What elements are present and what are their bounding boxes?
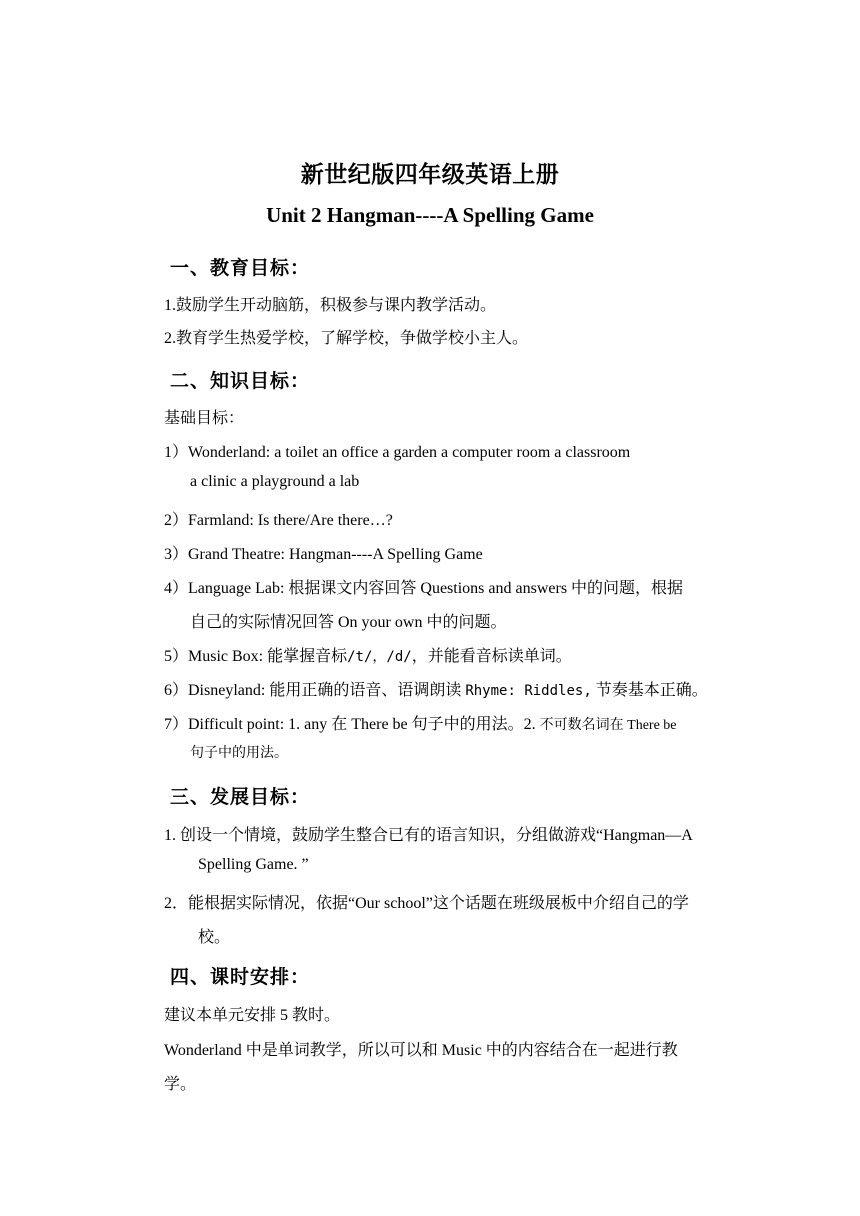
- rhyme-riddles: Rhyme: Riddles,: [465, 683, 592, 699]
- section-heading-schedule: 四、课时安排：: [170, 966, 311, 988]
- knowledge-item-5-text: 5）Music Box: 能掌握音标: [164, 648, 348, 665]
- section-heading-education-goals: 一、教育目标：: [170, 257, 311, 279]
- education-goal-1: 1.鼓励学生开动脑筋，积极参与课内教学活动。: [164, 297, 497, 314]
- knowledge-item-2: 2）Farmland: Is there/Are there…?: [164, 512, 393, 529]
- education-goal-2: 2.教育学生热爱学校，了解学校，争做学校小主人。: [164, 330, 529, 347]
- unit-title: Unit 2 Hangman----A Spelling Game: [266, 203, 594, 227]
- schedule-line-1: 建议本单元安排 5 教时。: [164, 1007, 341, 1024]
- phonetic-symbols: /t/，/d/: [347, 649, 412, 665]
- knowledge-item-6-tail: 节奏基本正确。: [591, 682, 708, 699]
- schedule-line-2-cont: 学。: [164, 1076, 197, 1093]
- development-goal-1-cont: Spelling Game. ”: [198, 856, 309, 873]
- knowledge-item-4-cont: 自己的实际情况回答 On your own 中的问题。: [190, 614, 507, 631]
- basic-goals-label: 基础目标：: [164, 410, 245, 427]
- knowledge-item-7-cont: 句子中的用法。: [190, 746, 288, 761]
- knowledge-item-6-text: 6）Disneyland: 能用正确的语音、语调朗读: [164, 682, 466, 699]
- document-title: 新世纪版四年级英语上册: [300, 162, 560, 187]
- section-heading-knowledge-goals: 二、知识目标：: [170, 370, 311, 392]
- knowledge-item-7-text: 7）Difficult point: 1. any 在 There be 句子中的用法。2.: [164, 716, 540, 733]
- section-heading-development-goals: 三、发展目标：: [170, 786, 311, 808]
- knowledge-item-7: [164, 711, 677, 734]
- knowledge-item-3: 3）Grand Theatre: Hangman----A Spelling Game: [164, 546, 483, 563]
- knowledge-item-5: [164, 643, 572, 666]
- knowledge-item-5-tail: ，并能看音标读单词。: [411, 648, 572, 665]
- knowledge-item-1-cont: a clinic a playground a lab: [190, 473, 360, 490]
- knowledge-item-1: 1）Wonderland: a toilet an office a garden a computer room a classroom: [164, 444, 631, 461]
- development-goal-2-cont: 校。: [198, 929, 231, 946]
- knowledge-item-4: 4）Language Lab: 根据课文内容回答 Questions and answers 中的问题，根据: [164, 580, 684, 597]
- development-goal-2: 2．能根据实际情况，依据“Our school”这个话题在班级展板中介绍自己的学: [164, 895, 689, 912]
- schedule-line-2: Wonderland 中是单词教学，所以可以和 Music 中的内容结合在一起进行教: [164, 1042, 678, 1059]
- knowledge-item-7-small: 不可数名词在 There be: [539, 718, 677, 733]
- knowledge-item-6: [164, 677, 708, 700]
- development-goal-1: 1. 创设一个情境，鼓励学生整合已有的语言知识，分组做游戏“Hangman—A: [164, 827, 693, 844]
